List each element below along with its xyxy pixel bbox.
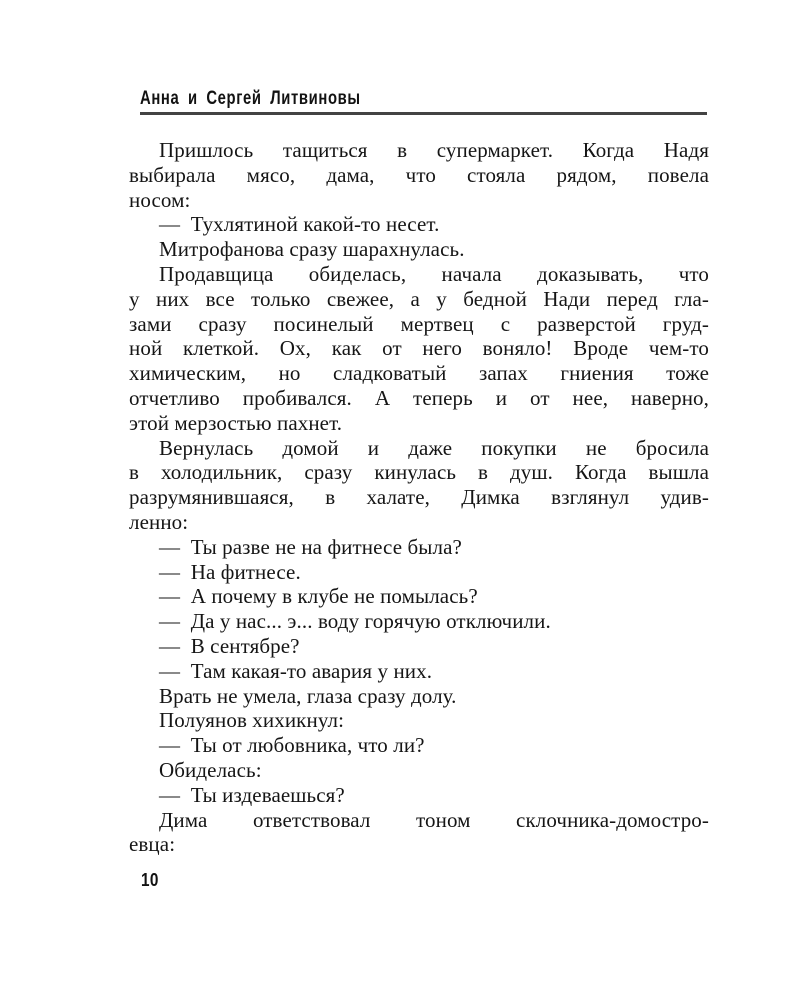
- paragraph: [129, 584, 709, 609]
- text-line: — На фитнесе.: [159, 559, 301, 584]
- text-line: в холодильник, сразу кинулась в душ. Когда вышла: [129, 460, 709, 485]
- text-line: Вернулась домой и даже покупки не бросила: [159, 435, 709, 460]
- text-line: Продавщица обиделась, начала доказывать, что: [159, 261, 709, 286]
- text-line: носом:: [129, 187, 191, 212]
- text-line: — Ты от любовника, что ли?: [159, 733, 425, 758]
- paragraph: [129, 138, 709, 212]
- text-line: Пришлось тащиться в супермаркет. Когда Надя: [159, 138, 709, 162]
- text-line: Врать не умела, глаза сразу долу.: [159, 683, 457, 708]
- paragraph: [129, 758, 709, 783]
- body-text: [129, 138, 709, 857]
- text-line: евца:: [129, 832, 176, 857]
- paragraph: [129, 684, 709, 709]
- paragraph: [129, 436, 709, 535]
- text-line: — В сентябре?: [159, 633, 300, 658]
- paragraph: [129, 609, 709, 634]
- header-rule: [140, 112, 707, 115]
- paragraph: [129, 783, 709, 808]
- text-line: ленно:: [129, 509, 189, 534]
- text-line: химическим, но сладковатый запах гниения тоже: [129, 361, 709, 386]
- text-line: ной клеткой. Ох, как от него воняло! Вроде чем-то: [129, 336, 709, 361]
- paragraph: [129, 708, 709, 733]
- paragraph: [129, 634, 709, 659]
- paragraph: [129, 262, 709, 436]
- paragraph: [129, 659, 709, 684]
- text-line: разрумянившаяся, в халате, Димка взглянул удив-: [129, 485, 709, 510]
- text-line: Полуянов хихикнул:: [159, 708, 345, 733]
- text-line: — Ты разве не на фитнесе была?: [159, 534, 462, 559]
- text-line: Дима ответствовал тоном склочника-домостро-: [159, 807, 709, 832]
- text-line: зами сразу посинелый мертвец с разверстой груд-: [129, 311, 709, 336]
- text-line: — Да у нас... э... воду горячую отключили.: [159, 609, 551, 634]
- paragraph: [129, 808, 709, 858]
- paragraph: [129, 535, 709, 560]
- running-head: [140, 88, 707, 116]
- text-line: у них все только свежее, а у бедной Нади перед гла-: [129, 286, 709, 311]
- paragraph: [129, 733, 709, 758]
- text-line: Митрофанова сразу шарахнулась.: [159, 237, 465, 262]
- page-number: 10: [141, 870, 159, 890]
- running-head-author: Анна и Сергей Литвиновы: [140, 88, 361, 109]
- text-line: отчетливо пробивался. А теперь и от нее, наверно,: [129, 385, 709, 410]
- text-line: Обиделась:: [159, 757, 262, 782]
- text-line: — Ты издеваешься?: [159, 782, 345, 807]
- paragraph: [129, 237, 709, 262]
- text-line: — Тухлятиной какой-то несет.: [159, 212, 440, 237]
- text-line: — А почему в клубе не помылась?: [159, 584, 478, 609]
- text-line: — Там какая-то авария у них.: [159, 658, 433, 683]
- paragraph: [129, 212, 709, 237]
- text-line: выбирала мясо, дама, что стояла рядом, повела: [129, 162, 709, 187]
- text-line: этой мерзостью пахнет.: [129, 410, 343, 435]
- paragraph: [129, 560, 709, 585]
